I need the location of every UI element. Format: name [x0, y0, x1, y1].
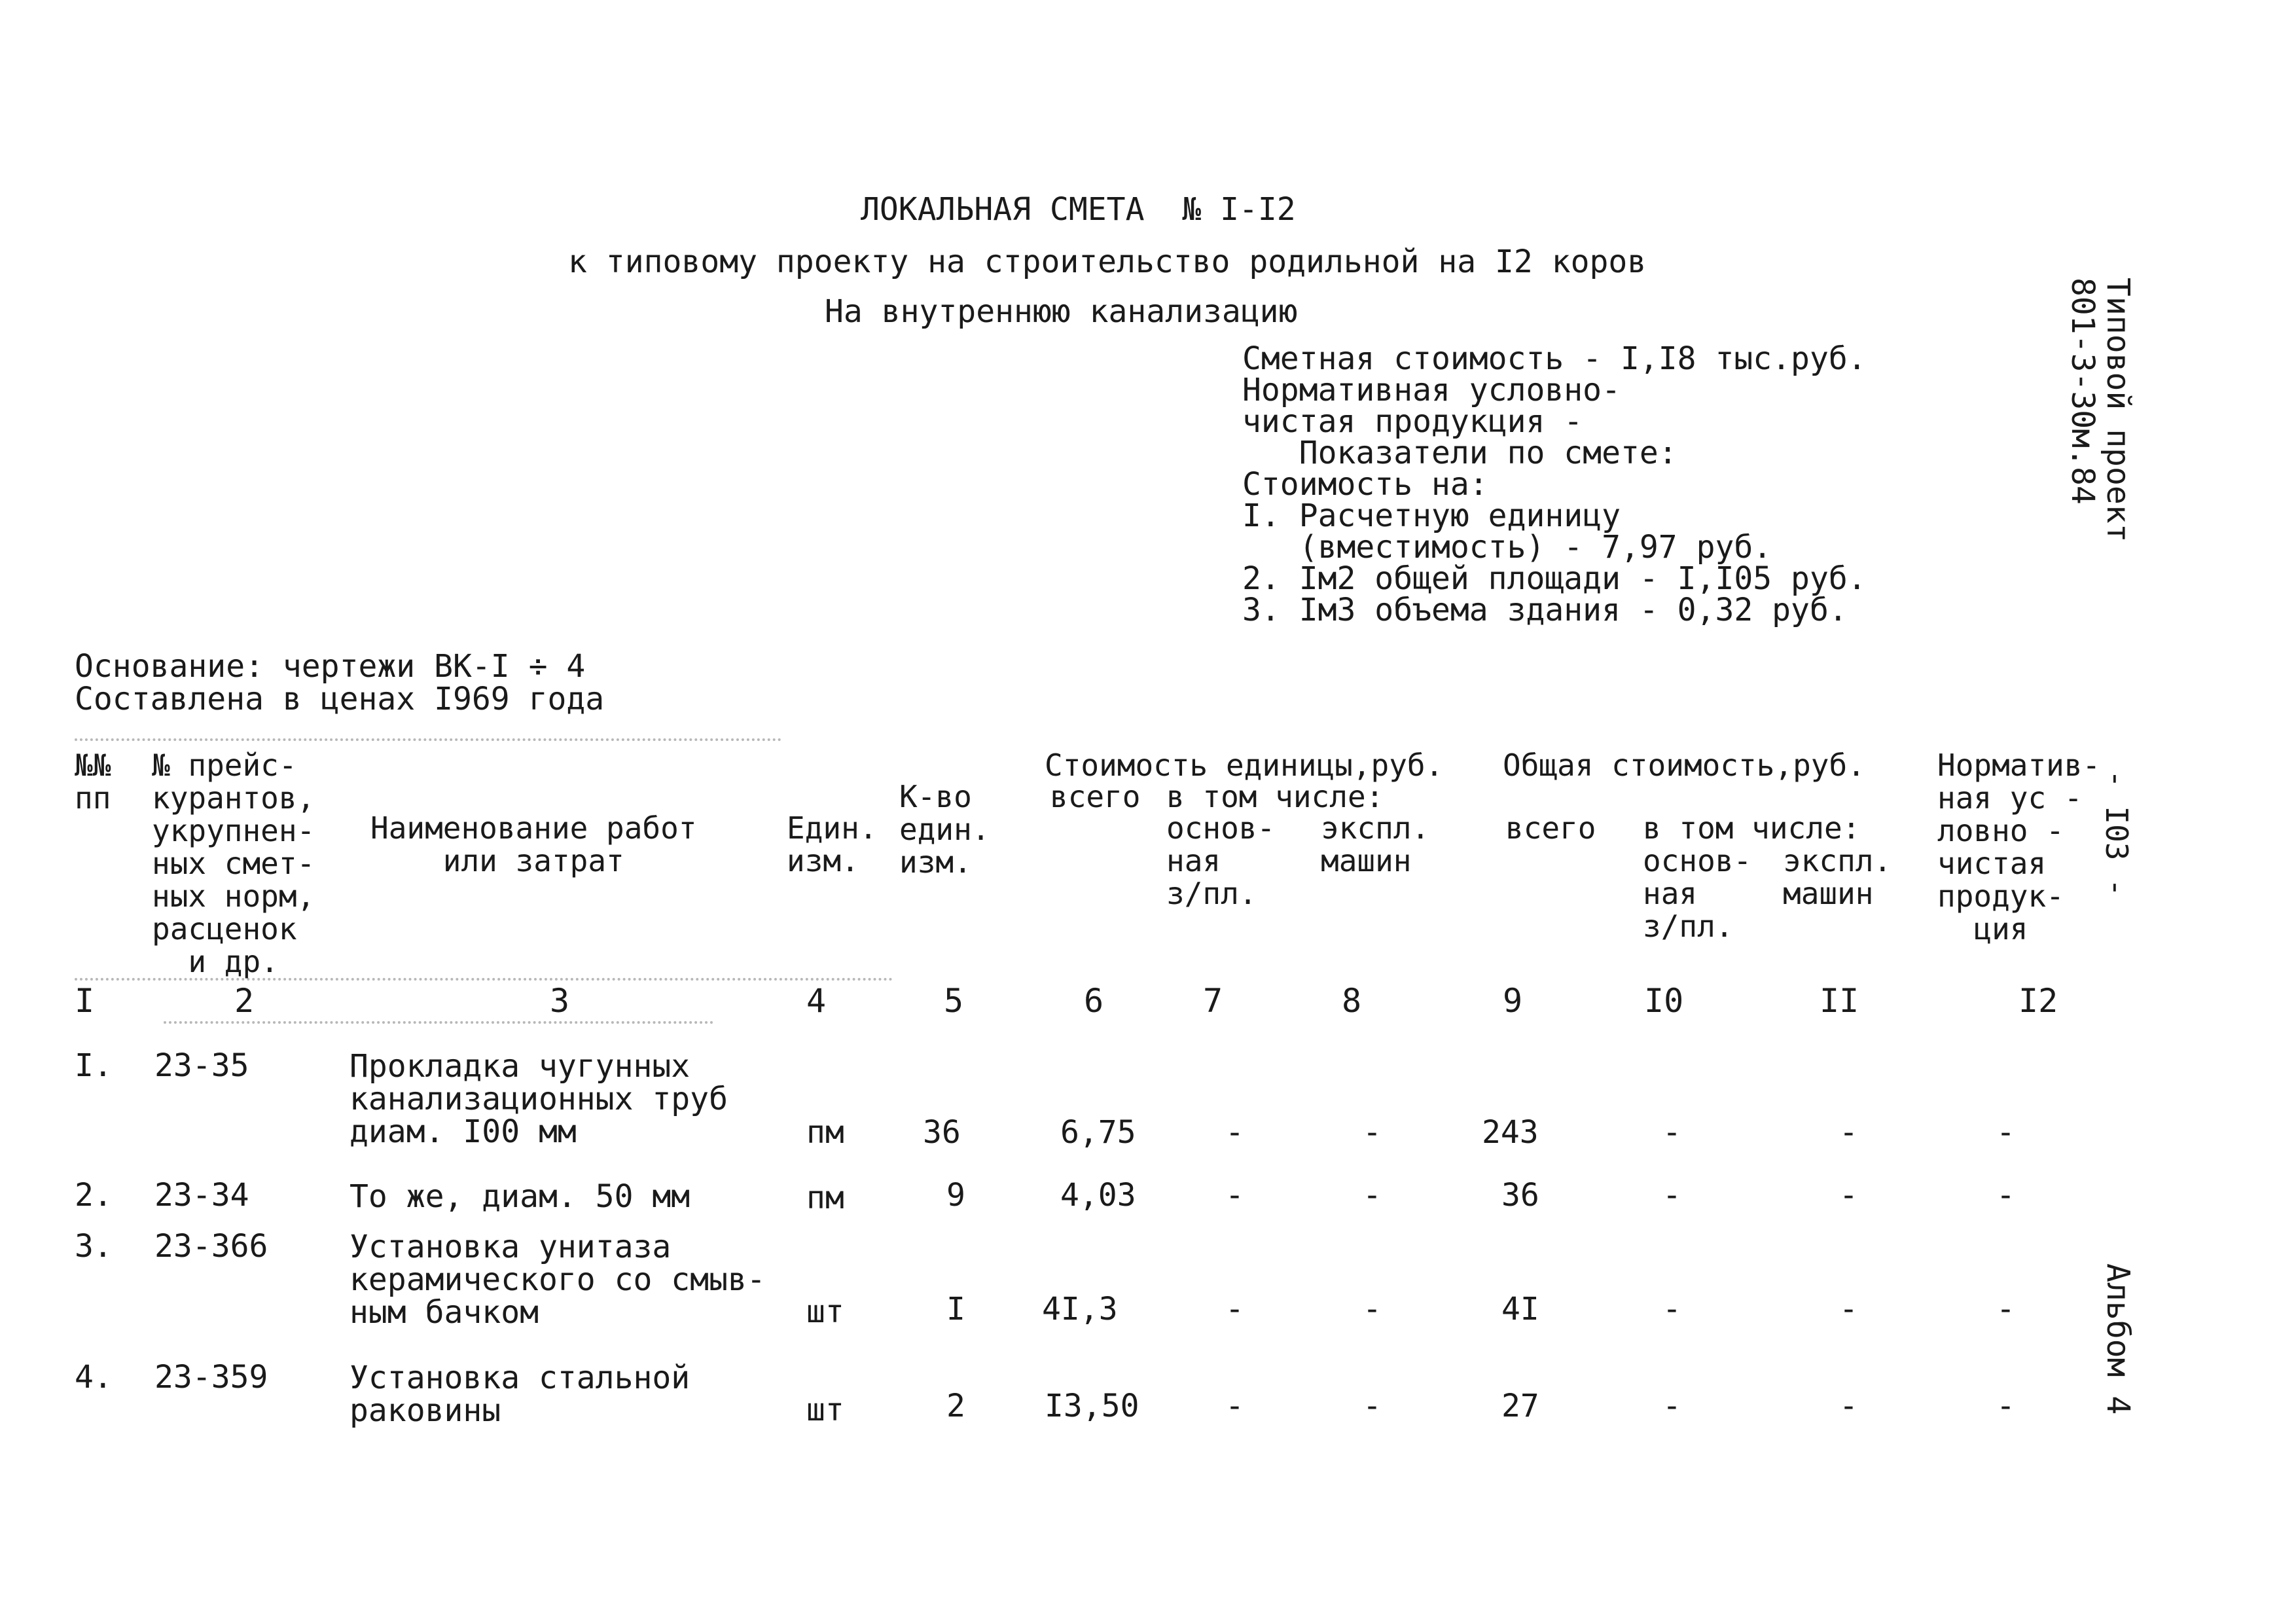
column-number: 2 [234, 982, 255, 1020]
row-total-machines: - [1839, 1291, 1858, 1327]
col-header-name: Наименование работ или затрат [370, 810, 697, 878]
row-number: 4. [75, 1359, 113, 1396]
row-unit: пм [806, 1114, 844, 1151]
summary-line-indicators: Показатели по смете: [1242, 435, 1677, 471]
row-qty: 36 [923, 1114, 961, 1151]
side-project-number: 801-3-30м.84 [2064, 278, 2101, 505]
summary-line-cost: Сметная стоимость - I,I8 тыс.руб. [1242, 340, 1867, 377]
row-total-wage: - [1662, 1114, 1681, 1151]
row-number: I. [75, 1047, 113, 1084]
row-unit-total: 6,75 [1060, 1114, 1136, 1151]
col-header-code: № прейс- курантов, укрупнен- ных смет- ных норм, расценок и др. [152, 748, 315, 979]
row-normative: - [1996, 1291, 2015, 1327]
column-number: 7 [1203, 982, 1223, 1020]
col-header-unit-cost: Стоимость единицы,руб. [1045, 748, 1444, 783]
basis-prices: Составлена в ценах I969 года [75, 681, 605, 717]
basis-drawings: Основание: чертежи ВК-I ÷ 4 [75, 648, 586, 685]
col-header-unit-machines: экспл. машин [1321, 810, 1430, 878]
document-subtitle: к типовому проекту на строительство родильной на I2 коров [568, 244, 1647, 280]
col-header-total-incl: в том числе: [1643, 810, 1861, 846]
column-number: I2 [2018, 982, 2058, 1020]
side-album: Альбом 4 [2100, 1263, 2136, 1415]
row-normative: - [1996, 1388, 2015, 1424]
column-number: II [1820, 982, 1859, 1020]
row-unit-total: I3,50 [1045, 1388, 1139, 1424]
column-number: I [75, 982, 95, 1020]
summary-line-capacity: (вместимость) - 7,97 руб. [1242, 529, 1772, 566]
summary-line-cost-per: Стоимость на: [1242, 466, 1488, 503]
row-code: 23-359 [154, 1359, 268, 1396]
row-total: 4I [1501, 1291, 1539, 1327]
row-name: Установка стальной раковины [350, 1360, 691, 1429]
row-unit-wage: - [1225, 1291, 1244, 1327]
row-unit-wage: - [1225, 1177, 1244, 1214]
column-number: 6 [1084, 982, 1104, 1020]
row-unit: пм [806, 1180, 844, 1216]
row-total-wage: - [1662, 1388, 1681, 1424]
row-total-wage: - [1662, 1291, 1681, 1327]
row-name: То же, диам. 50 мм [350, 1178, 691, 1215]
row-unit-machines: - [1363, 1291, 1382, 1327]
header-top-separator [75, 738, 781, 741]
side-project-title: Типовой проект [2100, 278, 2136, 543]
summary-line-product: чистая продукция - [1242, 403, 1583, 440]
col-header-unit-incl: в том числе: [1166, 779, 1384, 814]
row-total-machines: - [1839, 1114, 1858, 1151]
row-unit-total: 4,03 [1060, 1177, 1136, 1214]
row-code: 23-366 [154, 1228, 268, 1265]
summary-line-unit: I. Расчетную единицу [1242, 497, 1621, 534]
row-total: 27 [1501, 1388, 1539, 1424]
row-code: 23-35 [154, 1047, 249, 1084]
row-code: 23-34 [154, 1177, 249, 1214]
row-unit-machines: - [1363, 1177, 1382, 1214]
row-qty: 2 [946, 1388, 965, 1424]
col-header-total-wage: основ- ная з/пл. [1643, 843, 1752, 944]
side-page-number: - I03 - [2099, 770, 2134, 897]
col-header-unit-total: всего [1050, 779, 1141, 814]
col-header-total-machines: экспл. машин [1783, 843, 1892, 911]
column-number: 3 [550, 982, 570, 1020]
row-name: Установка унитаза керамического со смыв- ным бачком [350, 1229, 766, 1331]
column-number: I0 [1644, 982, 1684, 1020]
row-unit: шт [806, 1392, 844, 1428]
column-number: 4 [806, 982, 827, 1020]
row-total: 243 [1482, 1114, 1539, 1151]
column-number: 9 [1503, 982, 1523, 1020]
row-normative: - [1996, 1177, 2015, 1214]
summary-line-volume: 3. Iм3 объема здания - 0,32 руб. [1242, 592, 1848, 628]
col-header-normative: Норматив- ная ус - ловно - чистая продук- ция [1937, 748, 2101, 947]
row-unit: шт [806, 1293, 844, 1330]
col-header-number: №№ пп [75, 748, 111, 816]
row-qty: I [946, 1291, 965, 1327]
document-title: ЛОКАЛЬНАЯ СМЕТА № I-I2 [861, 191, 1296, 228]
row-number: 2. [75, 1177, 113, 1214]
col-header-unit: Един. изм. [787, 810, 878, 878]
summary-line-area: 2. Iм2 общей площади - I,I05 руб. [1242, 560, 1867, 597]
column-number: 5 [944, 982, 964, 1020]
col-header-total-cost: Общая стоимость,руб. [1503, 748, 1865, 783]
row-unit-wage: - [1225, 1388, 1244, 1424]
row-normative: - [1996, 1114, 2015, 1151]
row-total-wage: - [1662, 1177, 1681, 1214]
row-total: 36 [1501, 1177, 1539, 1214]
row-unit-machines: - [1363, 1114, 1382, 1151]
col-header-unit-wage: основ- ная з/пл. [1166, 810, 1276, 911]
row-name: Прокладка чугунных канализационных труб диам. I00 мм [350, 1048, 728, 1150]
row-qty: 9 [946, 1177, 965, 1214]
row-unit-machines: - [1363, 1388, 1382, 1424]
row-unit-total: 4I,3 [1042, 1291, 1118, 1327]
row-total-machines: - [1839, 1388, 1858, 1424]
row-number: 3. [75, 1228, 113, 1265]
column-numbers-separator [164, 1021, 713, 1024]
summary-line-norm: Нормативная условно- [1242, 372, 1621, 408]
column-number: 8 [1342, 982, 1362, 1020]
col-header-total: всего [1505, 810, 1596, 846]
row-total-machines: - [1839, 1177, 1858, 1214]
document-section: На внутреннюю канализацию [825, 293, 1298, 330]
col-header-qty: К-во един. изм. [899, 779, 990, 880]
summary-block [1242, 340, 1867, 628]
row-unit-wage: - [1225, 1114, 1244, 1151]
